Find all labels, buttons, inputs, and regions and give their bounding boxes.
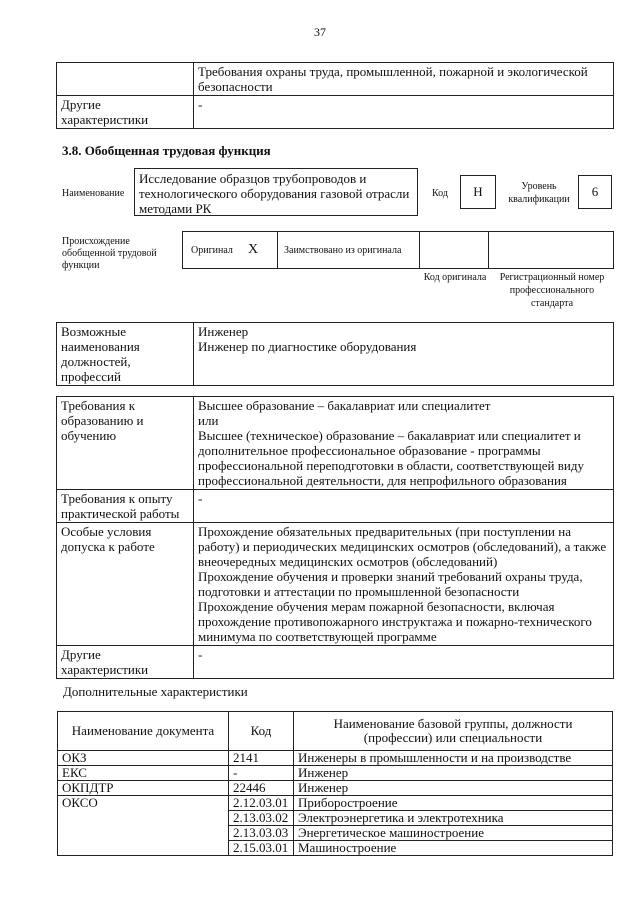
section-title: 3.8. Обобщенная трудовая функция	[62, 143, 271, 158]
row-code: 2.13.03.03	[229, 826, 294, 841]
table-row	[58, 751, 613, 766]
row-code: 2.15.03.01	[229, 841, 294, 856]
row-name: Машиностроение	[294, 841, 613, 856]
row-code: 22446	[229, 781, 294, 796]
original-label: Оригинал	[191, 245, 233, 256]
page-number: 37	[314, 25, 326, 39]
req-line: Прохождение обучения мерам пожарной безопасности, включая прохождение противопожарного инструктажа и пожарно-технического минимума по соответствующей программе	[198, 599, 592, 644]
req-line: Высшее (техническое) образование – бакалавриат или специалитет и дополнительное профессиональное образование - программы профессиональной переподготовки в области, соответствующей виду профессиональной деятельности, для непрофильного образования	[198, 428, 584, 488]
level-label: Уровень квалификации	[508, 181, 570, 205]
row-name: Электроэнергетика и электротехника	[294, 811, 613, 826]
positions-table	[56, 322, 614, 386]
code-label: Код	[432, 188, 448, 199]
req-line: или	[198, 413, 219, 428]
req-other-label: Другие характеристики	[57, 646, 194, 679]
table-row	[58, 766, 613, 781]
row-name: Энергетическое машиностроение	[294, 826, 613, 841]
function-code: H	[460, 175, 496, 209]
row-doc: ОКПДТР	[58, 781, 229, 796]
requirements-table	[56, 396, 614, 679]
extra-header-doc: Наименование документа	[58, 712, 229, 751]
row-name: Приборостроение	[294, 796, 613, 811]
code-original-caption: Код оригинала	[423, 272, 487, 283]
req-education-label: Требования к образованию и обучению	[57, 397, 194, 490]
req-education-value	[194, 397, 614, 490]
positions-values	[194, 323, 614, 386]
position-item: Инженер по диагностике оборудования	[198, 339, 417, 354]
top-row2-label: Другие характеристики	[57, 96, 194, 129]
origin-box	[182, 231, 614, 269]
row-doc: ОКСО	[58, 796, 229, 856]
top-table	[56, 62, 614, 129]
top-row1-value: Требования охраны труда, промышленной, пожарной и экологической безопасности	[194, 63, 614, 96]
row-name: Инженер	[294, 766, 613, 781]
row-name: Инженеры в промышленности и на производстве	[294, 751, 613, 766]
req-line: Высшее образование – бакалавриат или специалитет	[198, 398, 491, 413]
req-line: Прохождение обучения и проверки знаний требований охраны труда, подготовки и аттестации по промышленной безопасности	[198, 569, 583, 599]
req-admission-label: Особые условия допуска к работе	[57, 523, 194, 646]
row-code: 2141	[229, 751, 294, 766]
row-name: Инженер	[294, 781, 613, 796]
row-code: 2.12.03.01	[229, 796, 294, 811]
extra-header-name: Наименование базовой группы, должности (профессии) или специальности	[294, 712, 613, 751]
req-admission-value	[194, 523, 614, 646]
origin-label: Происхождение обобщенной трудовой функции	[62, 236, 157, 271]
qualification-level: 6	[578, 175, 612, 209]
extra-table	[57, 711, 613, 856]
positions-label: Возможные наименования должностей, профессий	[57, 323, 194, 386]
row-code: 2.13.03.02	[229, 811, 294, 826]
row-doc: ОКЗ	[58, 751, 229, 766]
borrowed-label: Заимствовано из оригинала	[284, 245, 402, 256]
position-item: Инженер	[198, 324, 249, 339]
row-doc: ЕКС	[58, 766, 229, 781]
extra-header-code: Код	[229, 712, 294, 751]
table-row	[58, 796, 613, 811]
table-row	[58, 781, 613, 796]
row-code: -	[229, 766, 294, 781]
top-row1-label	[57, 63, 194, 96]
extra-title: Дополнительные характеристики	[63, 684, 248, 699]
top-row2-value: -	[194, 96, 614, 129]
original-mark: X	[248, 242, 259, 257]
reg-number-caption: Регистрационный номер профессионального стандарта	[499, 272, 605, 309]
req-other-value: -	[194, 646, 614, 679]
req-experience-label: Требования к опыту практической работы	[57, 490, 194, 523]
name-label: Наименование	[62, 188, 125, 199]
req-experience-value: -	[194, 490, 614, 523]
function-name: Исследование образцов трубопроводов и технологического оборудования газовой отрасли методами РК	[134, 168, 418, 216]
req-line: Прохождение обязательных предварительных (при поступлении на работу) и периодических медицинских осмотров (обследований), а также внеочередных медицинских осмотров (обследований)	[198, 524, 607, 569]
